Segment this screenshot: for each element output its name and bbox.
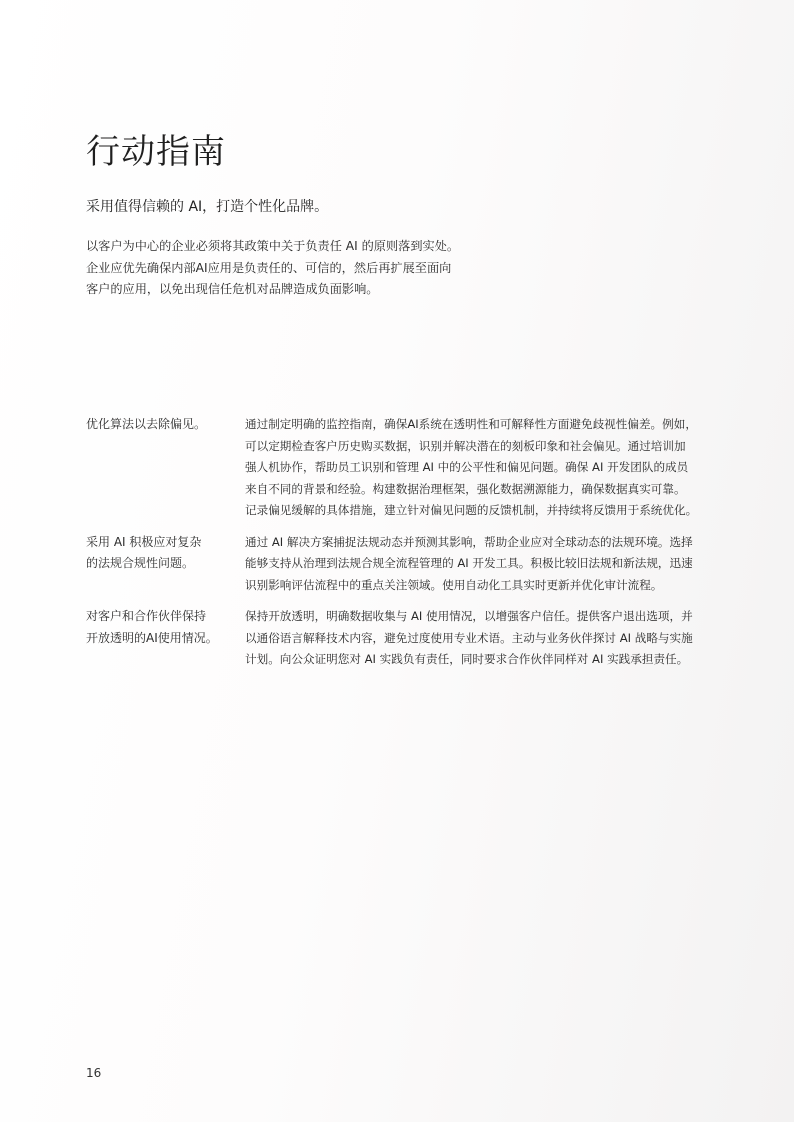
page-title: 行动指南 — [86, 132, 226, 172]
body-line: 识别影响评估流程中的重点关注领域。使用自动化工具实时更新并优化审计流程。 — [245, 577, 663, 592]
label-line: 的法规合规性问题。 — [86, 556, 195, 570]
body-line: 通过 AI 解决方案捕捉法规动态并预测其影响，帮助企业应对全球动态的法规环境。选择 — [245, 534, 693, 549]
guidance-row-transparency — [86, 606, 726, 671]
page-number: 16 — [86, 1066, 102, 1080]
page-subtitle: 采用值得信赖的 AI，打造个性化品牌。 — [86, 199, 329, 215]
body-line: 来自不同的背景和经验。构建数据治理框架，强化数据溯源能力，确保数据真实可靠。 — [245, 481, 686, 496]
intro-paragraph — [86, 236, 506, 301]
guidance-row-body — [245, 414, 726, 522]
body-line: 记录偏见缓解的具体措施，建立针对偏见问题的反馈机制，并持续将反馈用于系统优化。 — [245, 503, 698, 517]
guidance-list — [86, 414, 726, 681]
guidance-row-body — [245, 606, 726, 671]
guidance-row-label — [86, 532, 245, 597]
guidance-row-compliance — [86, 532, 726, 597]
body-line: 可以定期检查客户历史购买数据，识别并解决潜在的刻板印象和社会偏见。通过培训加 — [245, 438, 686, 453]
label-line: 优化算法以去除偏见。 — [86, 417, 207, 431]
label-line: 采用 AI 积极应对复杂 — [86, 534, 202, 549]
body-line: 以通俗语言解释技术内容，避免过度使用专业术语。主动与业务伙伴探讨 AI 战略与实施 — [245, 630, 693, 645]
body-line: 保持开放透明，明确数据收集与 AI 使用情况，以增强客户信任。提供客户退出选项，并 — [245, 609, 693, 623]
guidance-row-body — [245, 532, 726, 597]
intro-line: 企业应优先确保内部AI应用是负责任的、可信的，然后再扩展至面向 — [86, 260, 452, 275]
guidance-row-label — [86, 606, 245, 671]
body-line: 能够支持从治理到法规合规全流程管理的 AI 开发工具。积极比较旧法规和新法规，迅速 — [245, 556, 693, 570]
body-line: 通过制定明确的监控指南，确保AI系统在透明性和可解释性方面避免歧视性偏差。例如， — [245, 417, 697, 431]
guidance-row-bias — [86, 414, 726, 522]
label-line: 对客户和合作伙伴保持 — [86, 609, 207, 623]
label-line: 开放透明的AI使用情况。 — [86, 630, 218, 645]
intro-line: 客户的应用，以免出现信任危机对品牌造成负面影响。 — [86, 282, 379, 296]
body-line: 强人机协作，帮助员工识别和管理 AI 中的公平性和偏见问题。确保 AI 开发团队的成员 — [245, 460, 689, 474]
guidance-row-label — [86, 414, 245, 522]
intro-line: 以客户为中心的企业必须将其政策中关于负责任 AI 的原则落到实处。 — [86, 239, 460, 253]
body-line: 计划。向公众证明您对 AI 实践负有责任，同时要求合作伙伴同样对 AI 实践承担责任。 — [245, 652, 689, 666]
